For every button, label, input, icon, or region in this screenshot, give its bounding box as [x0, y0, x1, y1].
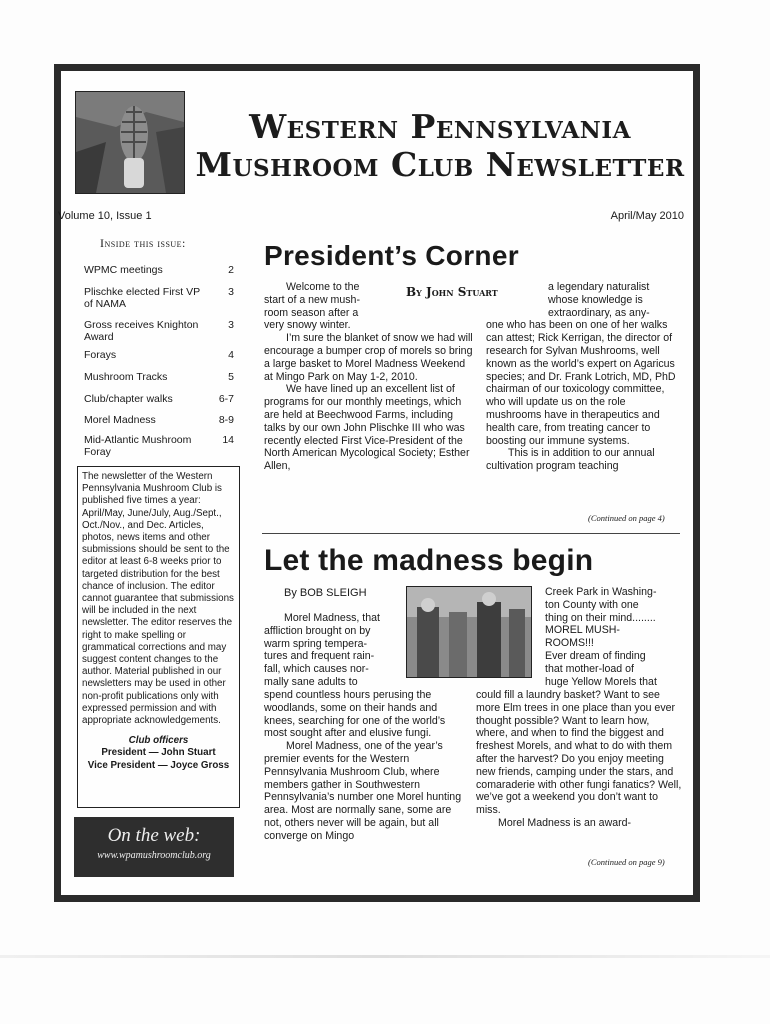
text-line: huge Yellow Morels that [545, 675, 657, 688]
toc-item [84, 286, 234, 310]
madness-column-1 [264, 689, 470, 843]
toc-item [84, 371, 234, 383]
text-line: extraordinary, as any- [548, 306, 650, 319]
madness-heading: Let the madness begin [264, 544, 594, 577]
vice-president-officer: Vice President — Joyce Gross [87, 759, 230, 771]
paragraph: one who has been on one of her walks can attest; Rick Kerrigan, the director of research for Sylvan Mushrooms, well known as the world’s expert on Agaricus species; and Dr. Frank Lotrich, MD, PhD chairman of our toxicology committee, who will update us on the role mushrooms have in therapeutics and health care, from treating cancer to boosting our immune systems. [486, 319, 676, 447]
section-divider [262, 533, 680, 534]
toc-title: Club/chapter walks [84, 393, 173, 405]
toc-title: Forays [84, 349, 117, 361]
toc-page: 14 [222, 434, 234, 446]
toc-item [84, 414, 234, 426]
masthead-line-2: Mushroom Club Newsletter [195, 145, 685, 184]
toc-item [84, 434, 234, 458]
text-line: a legendary naturalist [548, 281, 650, 293]
web-title: On the web: [107, 825, 201, 846]
toc-page: 4 [228, 349, 234, 361]
continued-note: (Continued on page 4) [588, 513, 665, 523]
masthead-title [195, 108, 685, 184]
madness-byline: By BOB SLEIGH [284, 587, 367, 599]
text-line: start of a new mush- [264, 293, 360, 306]
paragraph: I’m sure the blanket of snow we had will encourage a bumper crop of morels so bring a large basket to Morel Madness Weekend at Mingo Park on May 1-2, 2010. [264, 332, 473, 383]
madness-column-2 [476, 689, 682, 830]
paragraph: Morel Madness is an award- [498, 816, 632, 829]
text-line: very snowy winter. [264, 319, 351, 332]
president-byline: By John Stuart [406, 285, 498, 299]
website-banner [74, 817, 234, 877]
toc-title: Plischke elected First VP of NAMA [84, 286, 200, 310]
text-line: Ever dream of finding [545, 649, 646, 662]
text-line: Creek Park in Washing- [545, 586, 657, 598]
website-link[interactable]: www.wpamushroomclub.org [97, 850, 211, 861]
morel-hunters-photo [406, 586, 532, 678]
paragraph: This is in addition to our annual cultivation program teaching [486, 447, 655, 473]
text-line: room season after a [264, 306, 359, 319]
text-line: Morel Madness, that [284, 612, 380, 624]
toc-item [84, 393, 234, 405]
volume-issue: Volume 10, Issue 1 [58, 210, 152, 222]
text-line: thing on their mind........ [545, 611, 656, 624]
president-officer: President — John Stuart [101, 747, 216, 759]
toc-page: 6-7 [218, 393, 234, 405]
issue-date: April/May 2010 [610, 210, 684, 222]
text-line: ROOMS!!! [545, 637, 594, 650]
toc-page: 3 [228, 319, 234, 331]
text-line: Welcome to the [286, 281, 360, 293]
inside-issue-heading: Inside this issue: [100, 236, 186, 250]
toc-title: Mushroom Tracks [84, 371, 168, 383]
text-line: MOREL MUSH- [545, 624, 620, 637]
president-column-2 [486, 281, 682, 473]
madness-column-2-top [540, 586, 680, 688]
paragraph: spend countless hours perusing the woodlands, some on their hands and knees, searching for one of the world’s most sought after and elusive fungi. [264, 689, 446, 740]
continued-note: (Continued on page 9) [588, 857, 665, 867]
text-line: warm spring tempera- [264, 637, 368, 650]
masthead-line-1: Western Pennsylvania [249, 107, 631, 146]
toc-page: 3 [228, 286, 234, 298]
text-line: ton County with one [545, 598, 639, 611]
paragraph: Morel Madness, one of the year’s premier events for the Western Pennsylvania Mushroom Club, where members gather in Southwestern Pennsylvania’s number one Morel hunting area. Most are normally sane, some are not, others never will be again, but all converge on Mingo [264, 740, 462, 842]
publication-notice: The newsletter of the Western Pennsylvania Mushroom Club is published five times a year: April/May, June/July, Aug./Sept., Oct./Nov., and Dec. Articles, photos, news items and other submissions should be sent to the editor at least 6-8 weeks prior to targeted distribution for the best chance of inclusion. The editor cannot guarantee that submissions will be included in the next newsletter. The editor reserves the right to make spelling or grammatical corrections and may suggest content changes to the author. Material published in our newsletters may be used in other non-profit publications only with expressed permission and with appropriate acknowledgements. [82, 471, 234, 727]
toc-page: 8-9 [218, 414, 234, 426]
morel-mushroom-photo [75, 91, 185, 194]
text-line: whose knowledge is [548, 293, 643, 306]
text-line: fall, which causes nor- [264, 663, 369, 676]
text-line: that mother-load of [545, 662, 634, 675]
text-line: mally sane adults to [264, 675, 358, 688]
toc-title: Gross receives Knighton Award [84, 319, 199, 343]
text-line: affliction brought on by [264, 624, 371, 637]
president-column-1 [264, 281, 474, 473]
toc-title: WPMC meetings [84, 264, 163, 276]
toc-title: Mid-Atlantic Mushroom Foray [84, 434, 192, 458]
toc-item [84, 264, 234, 276]
toc-page: 2 [228, 264, 234, 276]
toc-title: Morel Madness [84, 414, 156, 426]
madness-column-1-top [264, 612, 404, 689]
toc-item [84, 319, 234, 343]
officers-heading: Club officers [128, 735, 189, 747]
toc-page: 5 [228, 371, 234, 383]
toc-item [84, 349, 234, 361]
paragraph: could fill a laundry basket? Want to see more Elm trees in one place than you ever thought possible? Want to learn how, where, and when to find the biggest and freshest Morels, and what to do with them after the harvest? Do you enjoy meeting new friends, camping under the stars, and comaraderie with other fungi fanatics? Well, we’ve got a weekend you don’t want to miss. [476, 689, 682, 817]
scan-edge [0, 955, 770, 958]
text-line: tures and frequent rain- [264, 650, 375, 663]
president-corner-heading: President’s Corner [264, 240, 519, 271]
publication-notice-box [77, 466, 240, 808]
paragraph: We have lined up an excellent list of programs for our monthly meetings, which are held at Beechwood Farms, including talks by our own John Plischke III who was recently elected First Vice-President of the North American Mycological Society; Esther Allen, [264, 383, 470, 473]
